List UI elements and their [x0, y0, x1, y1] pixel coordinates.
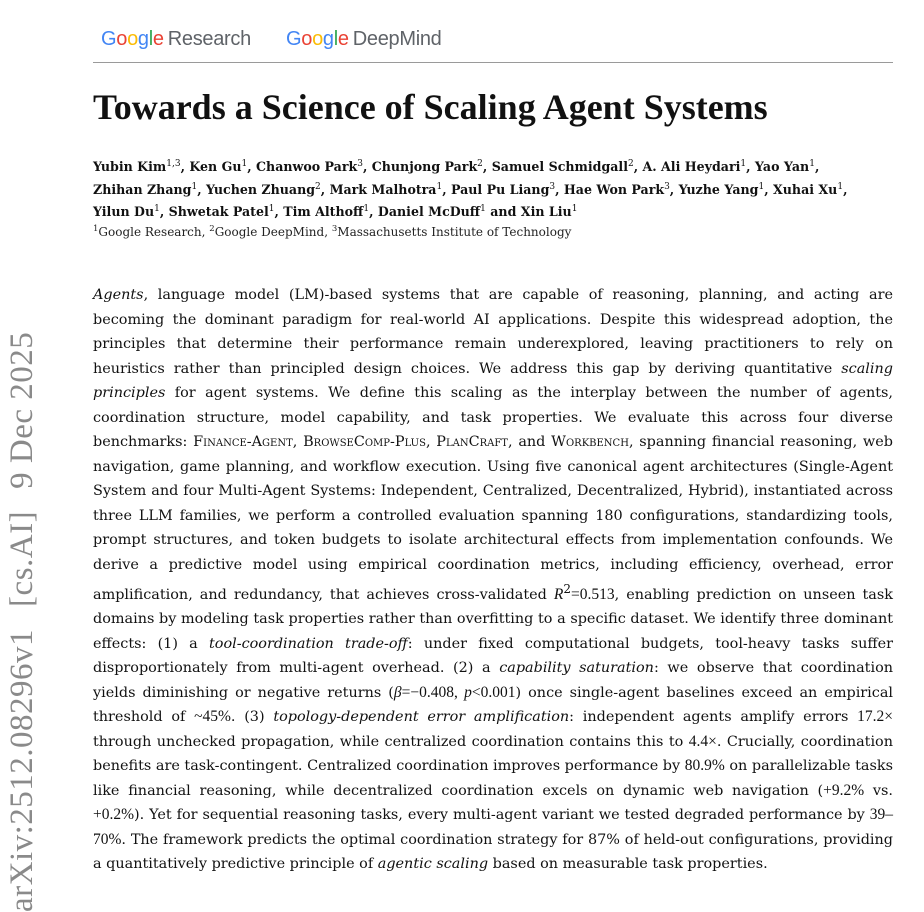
author-affiliation-mark: 1 — [436, 181, 443, 192]
author-affiliation-mark: 3 — [357, 158, 363, 169]
google-letter: l — [148, 28, 153, 50]
abstract-text: vs. — [864, 782, 894, 799]
math-value: +9.2% — [823, 781, 865, 799]
abstract-text: for agent systems. We define this scaling as the interplay between the number of agents, coordination structure, model capability, and task properties. We evaluate this across four diverse benchmarks: — [93, 385, 893, 450]
author-separator: , — [274, 204, 284, 219]
paper-title: Towards a Science of Scaling Agent Systems — [93, 87, 768, 127]
author-affiliation-mark: 1 — [154, 203, 160, 214]
author-list — [93, 156, 893, 224]
author-affiliation-mark: 2 — [477, 158, 483, 169]
google-letter: e — [152, 28, 164, 50]
author-name: Samuel Schmidgall — [491, 159, 628, 174]
author-separator: , — [482, 159, 492, 174]
math-value: 17.2× — [857, 708, 894, 726]
author-affiliation-mark: 3 — [664, 181, 670, 192]
abstract-text: , spanning financial reasoning, web navigation, game planning, and workflow execution. Using five canonical agent architectures (Single-Agent System and four Multi-Agent Systems: Independent, Centralized, Decentralized, Hybrid), instantiated across three LLM families, we perform a controlled evaluation spanning 180 configurations, standardizing tools, prompt structures, and token budgets to isolate architectural effects from implementation confounds. We derive a predictive model using empirical coordination metrics, including efficiency, overhead, error amplification, and redundancy, that achieves cross-validated — [93, 434, 893, 603]
math-value: 39–70% — [93, 806, 893, 848]
author-separator: , — [843, 181, 848, 197]
author-affiliation-mark: 1 — [363, 203, 370, 214]
arxiv-id: arXiv:2512.08296v1 — [4, 628, 40, 912]
abstract — [93, 283, 893, 877]
author-name: Yuzhe Yang — [678, 181, 759, 197]
google-letter: g — [137, 28, 149, 50]
abstract-text: ) once single-agent baselines exceed an empirical threshold of — [93, 684, 894, 726]
abstract-text: through unchecked propagation, while centralized coordination contains this to — [93, 733, 689, 750]
abstract-text: . (3) — [230, 709, 274, 726]
author-separator: , — [320, 181, 330, 197]
benchmark-name: Workbench — [551, 434, 629, 450]
abstract-text: , language model (LM)-based systems that are capable of reasoning, planning, and acting are becoming the dominant paradigm for real-world AI applications. Despite this widespread adoption, the principles that determine their performance remain underexplored, leaving practitioners to rely on heuristics rather than principled design choices. We address this gap by deriving quantitative — [93, 287, 893, 377]
math-value: +0.2% — [93, 806, 135, 824]
author-name: Ken Gu — [189, 159, 242, 174]
author-name: Shwetak Patel — [168, 204, 269, 219]
abstract-text: : independent agents amplify errors — [569, 709, 858, 726]
author-separator: , — [814, 159, 820, 174]
abstract-text: , — [292, 434, 304, 450]
google-letter: G — [101, 28, 117, 50]
arxiv-category: [cs.AI] — [4, 510, 40, 607]
math-symbol: R — [553, 585, 564, 603]
author-separator: , — [746, 159, 755, 174]
author-affiliation-mark: 2 — [315, 181, 321, 192]
math-value: 4.4× — [688, 732, 717, 750]
math-value: ~45% — [194, 708, 231, 726]
author-separator: , — [180, 159, 190, 174]
author-affiliation-mark: 1 — [241, 158, 248, 169]
author-name: Chanwoo Park — [256, 159, 358, 174]
google-letter: o — [312, 28, 323, 50]
author-name: Daniel McDuff — [377, 204, 481, 219]
author-separator: , — [633, 159, 643, 174]
affiliation-name: Google DeepMind — [214, 225, 325, 239]
author-name: Yilun Du — [93, 204, 155, 219]
affiliation-list — [93, 224, 893, 240]
google-letter: g — [322, 28, 334, 50]
author-separator: , — [442, 181, 451, 197]
author-affiliation-mark: 1 — [268, 203, 275, 214]
author-separator: , — [764, 181, 773, 197]
arxiv-stamp — [0, 310, 44, 912]
affiliation-separator: , — [324, 225, 332, 239]
google-wordmark — [101, 28, 164, 50]
author-name: Zhihan Zhang — [93, 181, 192, 197]
abstract-text: Agents — [93, 287, 144, 303]
benchmark-name: Finance-Agent — [193, 434, 293, 450]
math-symbol: β — [393, 683, 402, 701]
abstract-text: : we observe that coordination yields diminishing or negative returns ( — [93, 660, 893, 701]
author-affiliation-mark: 1 — [809, 158, 815, 169]
abstract-text: . The framework predicts the optimal coordination strategy for 87% of held-out configurations, providing a quantitatively predictive principle of — [93, 831, 893, 873]
abstract-emphasis: topology-dependent error amplification — [273, 709, 570, 726]
affiliation-separator: , — [201, 225, 210, 239]
author-separator: , — [669, 181, 679, 197]
abstract-emphasis: tool-coordination trade-off — [209, 635, 408, 652]
author-name: Xuhai Xu — [772, 181, 838, 197]
google-letter: l — [333, 28, 338, 50]
google-letter: e — [337, 28, 349, 50]
author-name: Paul Pu Liang — [450, 181, 550, 197]
author-name: Hae Won Park — [563, 181, 665, 197]
google-wordmark — [286, 28, 349, 50]
abstract-text: on parallelizable tasks like financial reasoning, while decentralized coordination excels on dynamic web navigation ( — [93, 758, 893, 799]
google-letter: G — [286, 28, 302, 50]
author-name: Tim Althoff — [283, 204, 364, 219]
author-affiliation-mark: 2 — [627, 158, 634, 169]
math-superscript: 2 — [563, 582, 572, 596]
author-affiliation-mark: 1,3 — [166, 158, 181, 169]
affiliation-name: Google Research — [98, 225, 202, 239]
author-separator: , — [555, 181, 564, 197]
abstract-text: , and — [507, 434, 552, 450]
author-affiliation-mark: 1 — [740, 158, 747, 169]
math-value: 80.9% — [684, 757, 725, 775]
author-name: Yubin Kim — [93, 159, 167, 174]
math-symbol: p — [464, 683, 472, 701]
logo-product-label: Research — [167, 28, 251, 50]
benchmark-name: BrowseComp-Plus — [303, 434, 426, 450]
header-logos — [93, 24, 893, 63]
affiliation-number: 2 — [209, 224, 215, 234]
author-affiliation-mark: 1 — [837, 181, 844, 192]
abstract-text: . Crucially, coordination benefits are task-contingent. Centralized coordination improves performance by — [93, 733, 893, 775]
abstract-text: based on measurable task properties. — [488, 856, 768, 873]
author-affiliation-mark: 3 — [549, 181, 556, 192]
abstract-text: ). Yet for sequential reasoning tasks, every multi-agent variant we tested degraded performance by — [134, 807, 870, 824]
google-deepmind-logo — [286, 28, 442, 51]
author-separator: and — [485, 204, 521, 219]
author-affiliation-mark: 1 — [758, 181, 765, 192]
abstract-emphasis: capability saturation — [499, 660, 654, 677]
author-affiliation-mark: 1 — [571, 203, 578, 214]
author-separator: , — [247, 159, 257, 174]
affiliation-number: 3 — [331, 224, 338, 234]
author-name: A. Ali Heydari — [642, 159, 741, 174]
author-separator: , — [159, 204, 169, 219]
author-separator: , — [197, 181, 206, 197]
author-separator: , — [369, 204, 378, 219]
benchmark-name: PlanCraft — [436, 434, 508, 450]
abstract-text: scaling principles — [93, 360, 893, 401]
author-separator: , — [362, 159, 372, 174]
math-value: =−0.408, — [401, 683, 465, 701]
affiliation-number: 1 — [93, 224, 99, 234]
author-name: Mark Malhotra — [329, 181, 437, 197]
author-affiliation-mark: 1 — [480, 203, 486, 214]
author-name: Xin Liu — [520, 204, 572, 219]
author-name: Yao Yan — [754, 159, 810, 174]
affiliation-name: Massachusetts Institute of Technology — [337, 225, 572, 239]
math-value: =0.513 — [571, 585, 615, 603]
abstract-emphasis: agentic scaling — [377, 856, 489, 873]
abstract-text: : under fixed computational budgets, tool-heavy tasks suffer disproportionately from multi-agent overhead. (2) a — [93, 635, 893, 677]
abstract-text: , — [425, 434, 437, 450]
google-letter: o — [116, 28, 128, 50]
author-name: Yuchen Zhuang — [205, 181, 316, 197]
math-value: <0.001 — [471, 683, 516, 701]
logo-product-label: DeepMind — [352, 28, 442, 50]
abstract-text: , enabling prediction on unseen task domains by modeling task properties rather than overfitting to a specific dataset. We identify three dominant effects: (1) a — [93, 586, 893, 652]
author-name: Chunjong Park — [371, 159, 478, 174]
google-letter: o — [127, 28, 138, 50]
author-affiliation-mark: 1 — [191, 181, 198, 192]
google-research-logo — [101, 28, 251, 51]
arxiv-date: 9 Dec 2025 — [4, 331, 40, 489]
google-letter: o — [301, 28, 313, 50]
